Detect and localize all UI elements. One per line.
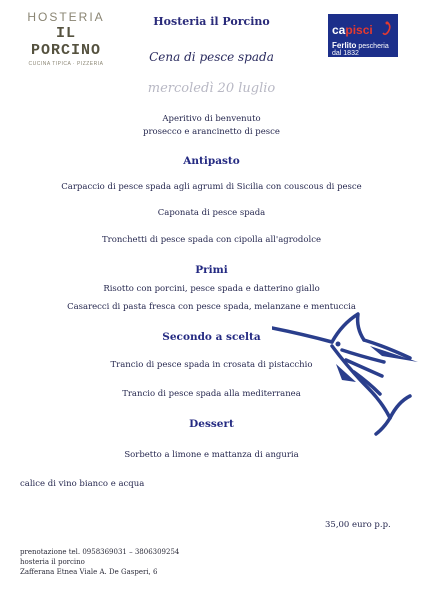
primi-item-1: Risotto con porcini, pesce spada e datterino giallo [103, 284, 320, 294]
booking-restaurant: hosteria il porcino [20, 558, 85, 566]
ferlito-name: Ferlito [332, 41, 357, 50]
event-date: mercoledì 20 luglio [147, 81, 276, 96]
dessert-item-1: Sorbetto a limone e mattanza di anguria [124, 450, 299, 460]
secondo-item-1: Trancio di pesce spada in crosata di pistacchio [110, 360, 313, 370]
brand-part-b: pisci [345, 23, 373, 37]
logo-porcino-text: IL PORCINO [30, 25, 101, 59]
booking-address: Zafferana Etnea Viale A. De Gasperi, 6 [20, 568, 158, 576]
price-per-person: 35,00 euro p.p. [325, 520, 391, 530]
dessert-heading: Dessert [189, 418, 234, 430]
secondo-heading: Secondo a scelta [162, 331, 261, 343]
logo-hosteria-text: HOSTERIA [27, 10, 105, 24]
primi-item-2: Casarecci di pasta fresca con pesce spada, melanzane e mentuccia [67, 302, 356, 312]
logo-tagline: CUCINA TIPICA · PIZZERIA [28, 61, 104, 67]
menu-subtitle: Cena di pesce spada [149, 50, 274, 64]
ferlito-since: pescheria dal 1832 [332, 43, 389, 57]
antipasto-item-1: Carpaccio di pesce spada agli agrumi di Sicilia con couscous di pesce [61, 182, 362, 192]
antipasto-heading: Antipasto [183, 155, 240, 167]
brand-part-a: ca [332, 23, 346, 37]
drinks-line: calice di vino bianco e acqua [20, 479, 145, 489]
booking-phone: prenotazione tel. 0958369031 – 3806309254 [20, 548, 180, 556]
booking-info [20, 547, 179, 577]
swordfish-illustration [272, 306, 418, 436]
secondo-item-2: Trancio di pesce spada alla mediterranea [122, 389, 301, 399]
antipasto-item-3: Tronchetti di pesce spada con cipolla all'agrodolce [101, 235, 321, 245]
page-title: Hosteria il Porcino [153, 15, 270, 28]
aperitivo-line-1: Aperitivo di benvenuto [162, 114, 261, 124]
antipasto-item-2: Caponata di pesce spada [157, 208, 266, 218]
aperitivo-line-2: prosecco e arancinetto di pesce [143, 127, 280, 137]
primi-heading: Primi [195, 264, 228, 276]
